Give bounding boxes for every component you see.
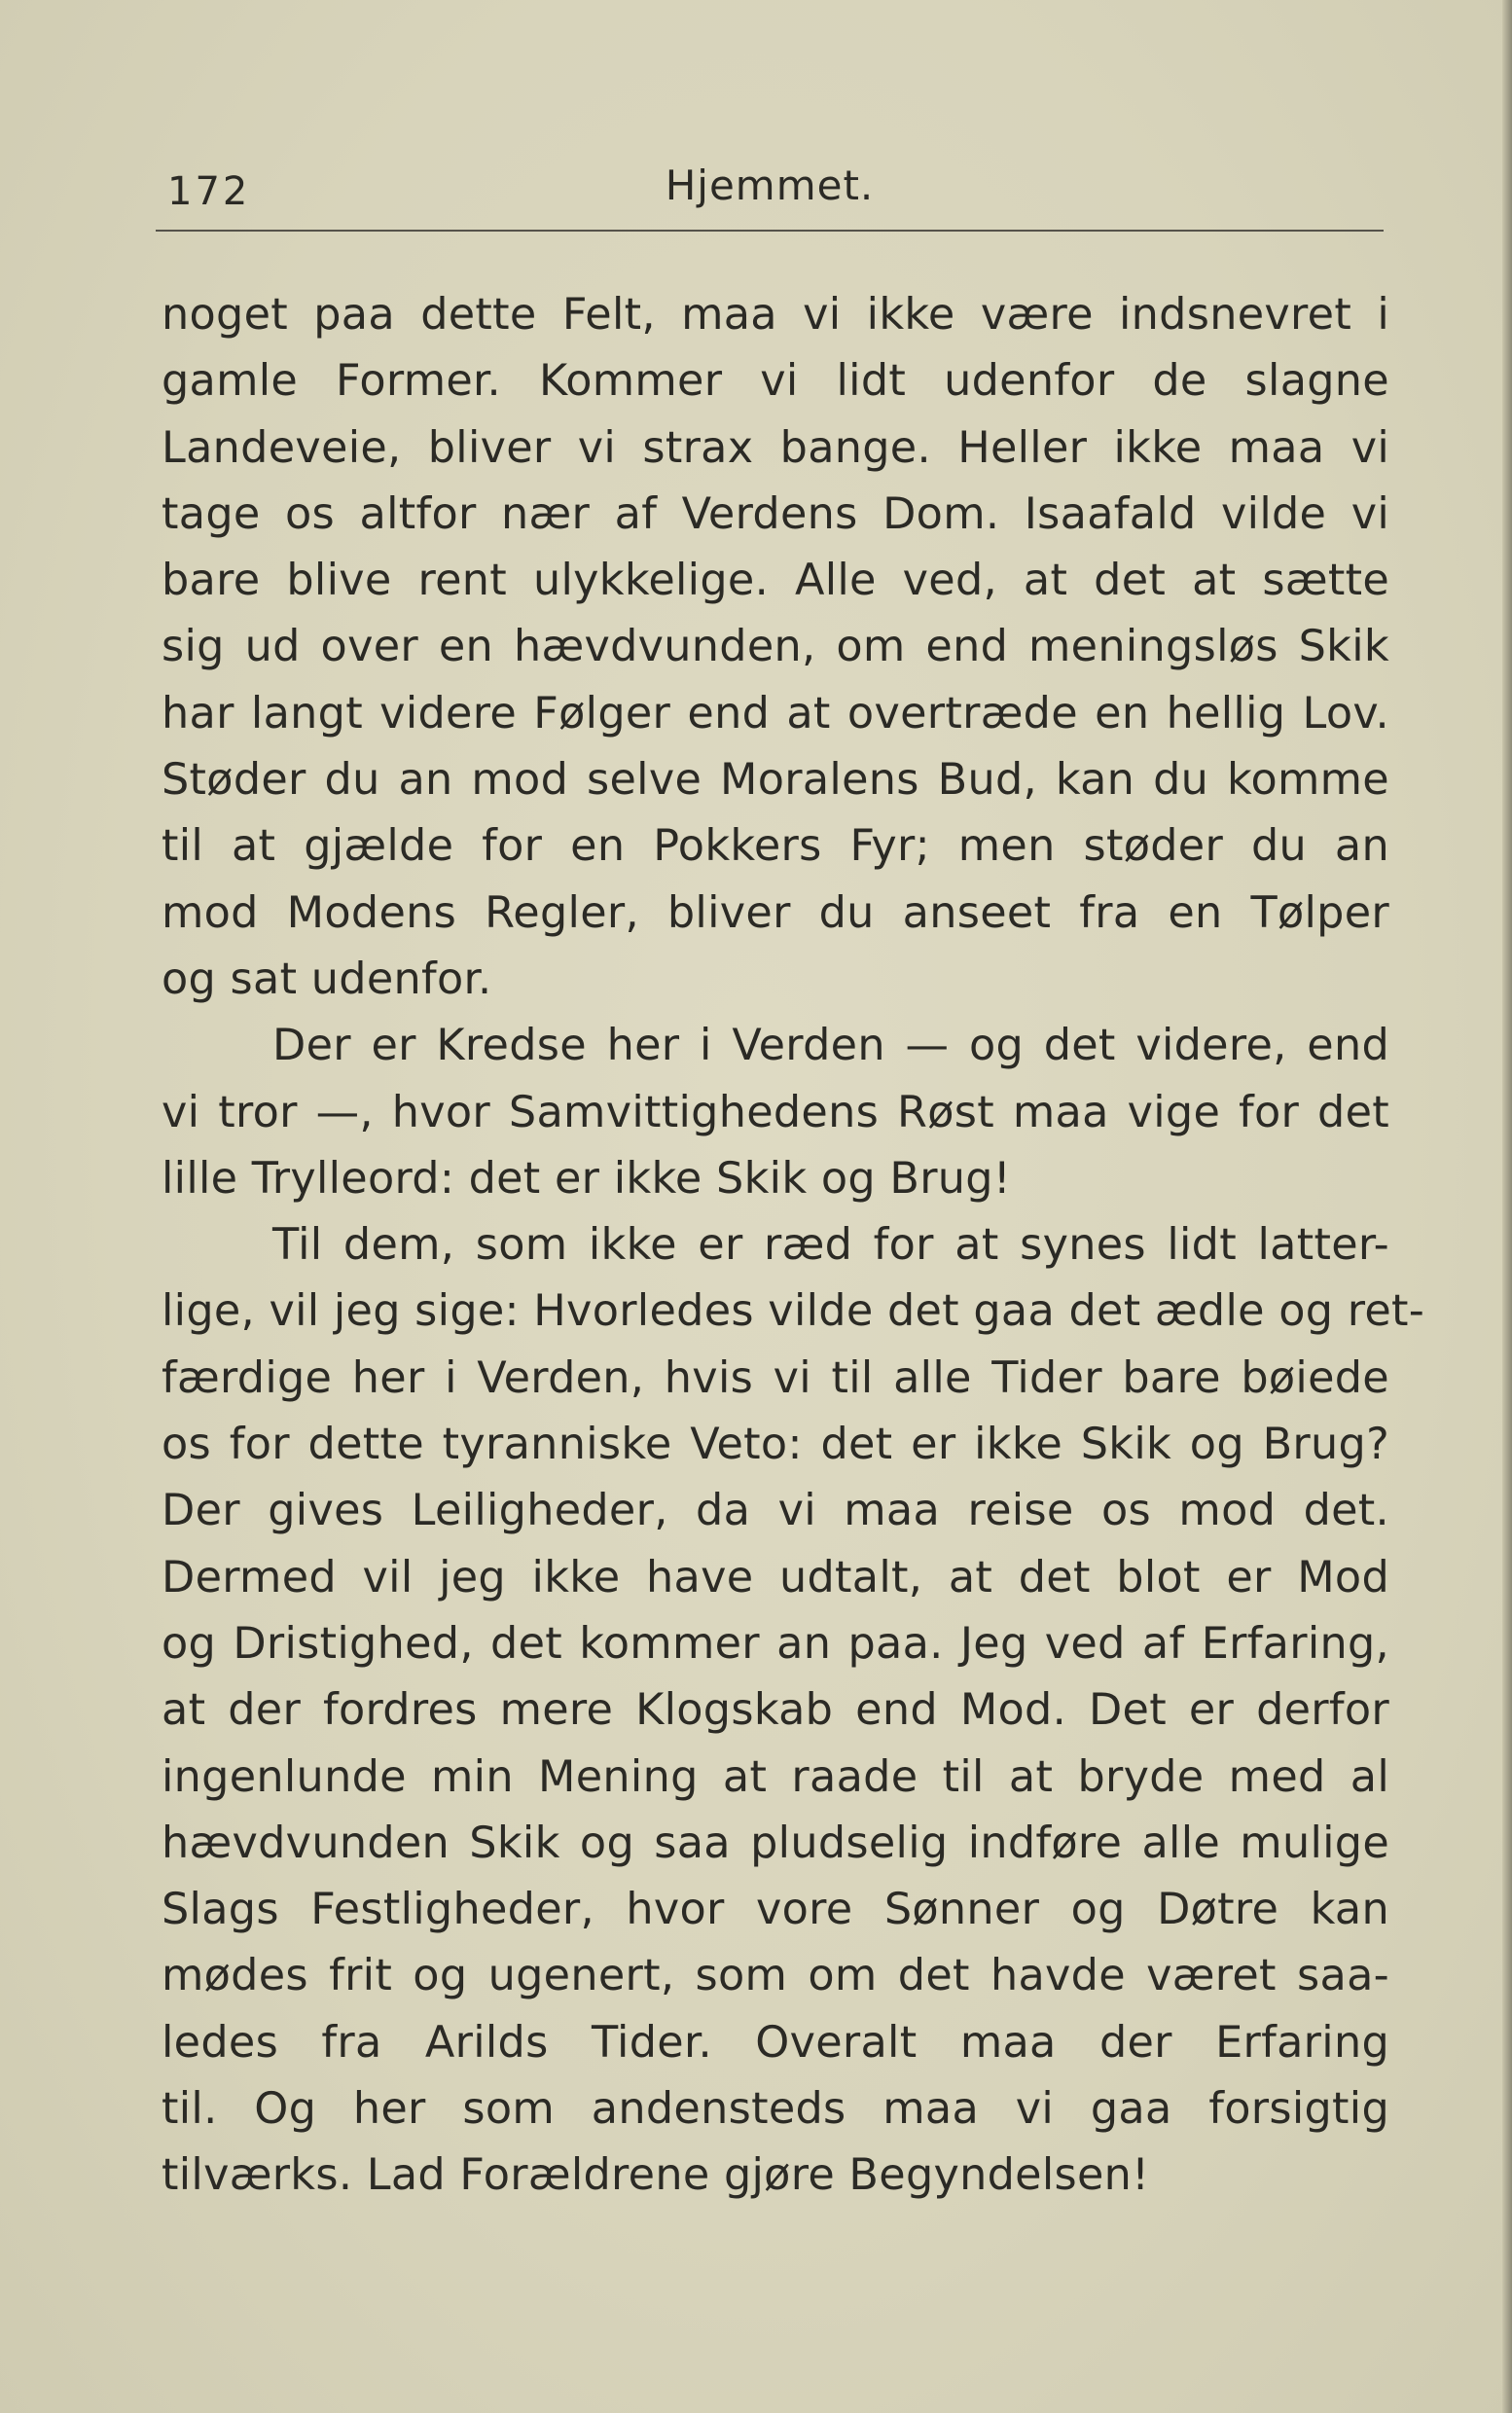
text-line: mødes frit og ugenert, som om det havde været saa- — [162, 1951, 1389, 2001]
text-line: tage os altfor nær af Verdens Dom. Isaafald vilde vi — [162, 488, 1389, 539]
text-line: og Dristighed, det kommer an paa. Jeg ved af Erfaring, — [162, 1618, 1389, 1669]
text-line: vi tror —, hvor Samvittighedens Røst maa vige for det — [162, 1087, 1389, 1137]
text-line: Dermed vil jeg ikke have udtalt, at det blot er Mod — [162, 1552, 1389, 1603]
text-line: lige, vil jeg sige: Hvorledes vilde det gaa det ædle og ret- — [162, 1286, 1425, 1337]
text-line: Landeveie, bliver vi strax bange. Heller ikke maa vi — [162, 422, 1389, 473]
text-line: os for dette tyranniske Veto: det er ikke Skik og Brug? — [162, 1420, 1389, 1470]
text-line: Til dem, som ikke er ræd for at synes lidt latter- — [272, 1220, 1389, 1271]
text-line: Støder du an mod selve Moralens Bud, kan du komme — [162, 755, 1389, 806]
running-head: Hjemmet. — [665, 162, 875, 209]
text-line: færdige her i Verden, hvis vi til alle Tider bare bøiede — [162, 1352, 1389, 1403]
text-line: sig ud over en hævdvunden, om end meningsløs Skik — [162, 622, 1389, 672]
text-line: og sat udenfor. — [162, 954, 492, 1004]
text-line: Slags Festligheder, hvor vore Sønner og Døtre kan — [162, 1885, 1389, 1935]
text-line: noget paa dette Felt, maa vi ikke være indsnevret i — [162, 290, 1389, 340]
text-line: til at gjælde for en Pokkers Fyr; men støder du an — [162, 821, 1389, 872]
text-line: mod Modens Regler, bliver du anseet fra en Tølper — [162, 887, 1389, 938]
page-edge-shadow — [1502, 0, 1512, 2413]
text-line: tilværks. Lad Forældrene gjøre Begyndelsen! — [162, 2150, 1150, 2201]
text-line: gamle Former. Kommer vi lidt udenfor de slagne — [162, 356, 1389, 407]
text-line: har langt videre Følger end at overtræde en hellig Lov. — [162, 688, 1389, 738]
text-line: bare blive rent ulykkelige. Alle ved, at det at sætte — [162, 556, 1389, 606]
page-header — [156, 162, 1384, 232]
text-line: at der fordres mere Klogskab end Mod. Det er derfor — [162, 1685, 1389, 1736]
text-line: til. Og her som andensteds maa vi gaa forsigtig — [162, 2084, 1389, 2135]
page-number: 172 — [167, 169, 251, 214]
text-line: lille Trylleord: det er ikke Skik og Brug! — [162, 1153, 1011, 1204]
body-text — [162, 282, 1425, 2210]
text-line: Der gives Leiligheder, da vi maa reise os mod det. — [162, 1486, 1389, 1536]
text-line: ledes fra Arilds Tider. Overalt maa der Erfaring — [162, 2017, 1389, 2068]
text-line: hævdvunden Skik og saa pludselig indføre alle mulige — [162, 1818, 1389, 1868]
text-line: Der er Kredse her i Verden — og det videre, end — [272, 1021, 1389, 1071]
text-line: ingenlunde min Mening at raade til at bryde med al — [162, 1751, 1389, 1802]
